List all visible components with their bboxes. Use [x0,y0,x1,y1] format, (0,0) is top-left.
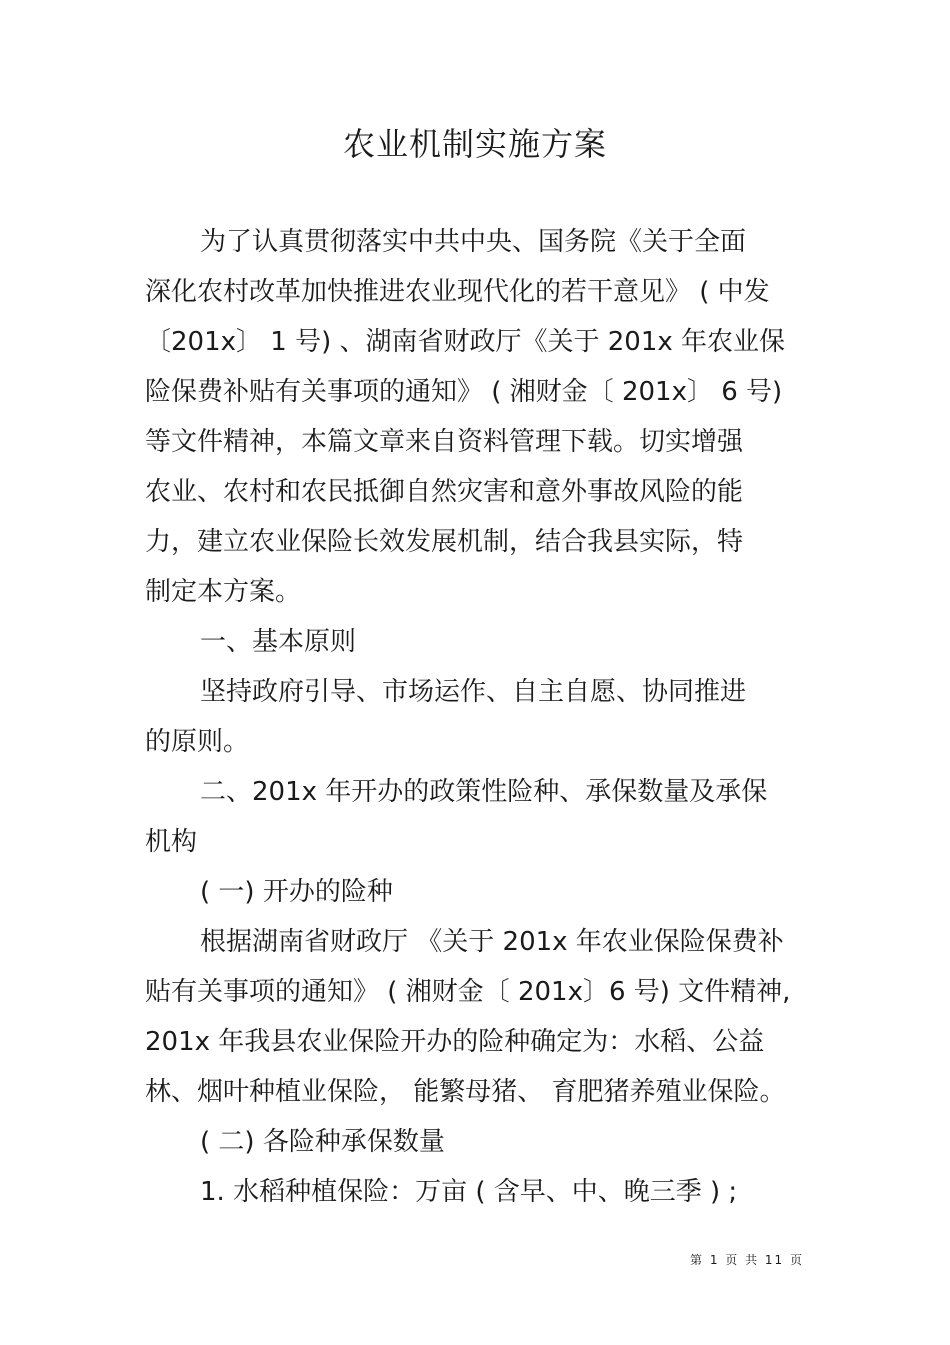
body-line: 农业、农村和农民抵御自然灾害和意外事故风险的能 [145,477,744,507]
body-line: 林、烟叶种植业保险， 能繁母猪、 育肥猪养殖业保险。 [145,1077,786,1107]
body-line: 深化农村改革加快推进农业现代化的若干意见》 ( 中发 [145,277,770,307]
body-line: 201x 年我县农业保险开办的险种确定为：水稻、公益 [145,1027,765,1057]
subsection-heading: ( 二) 各险种承保数量 [200,1127,445,1157]
body-line: 贴有关事项的通知》 ( 湘财金〔 201x〕6 号) 文件精神, [145,977,791,1007]
section-heading: 机构 [145,827,198,857]
body-line: 险保费补贴有关事项的通知》 ( 湘财金〔 201x〕 6 号) [145,377,783,407]
body-line: 力，建立农业保险长效发展机制，结合我县实际，特 [145,527,744,557]
body-line: 根据湖南省财政厅 《关于 201x 年农业保险保费补 [200,927,784,957]
body-line: 制定本方案。 [145,577,302,607]
body-line: 为了认真贯彻落实中共中央、国务院《关于全面 [200,227,747,257]
document-title: 农业机制实施方案 [342,125,607,163]
body-line: 〔201x〕 1 号) 、湖南省财政厅《关于 201x 年农业保 [145,327,786,357]
subsection-heading: ( 一) 开办的险种 [200,877,393,907]
body-line: 等文件精神，本篇文章来自资料管理下载。切实增强 [145,427,744,457]
body-line: 1. 水稻种植保险：万亩 ( 含早、中、晚三季 ) ; [200,1177,738,1207]
body-line: 坚持政府引导、市场运作、自主自愿、协同推进 [200,677,747,707]
page-number: 第 1 页 共 11 页 [690,1253,804,1267]
section-heading: 二、201x 年开办的政策性险种、承保数量及承保 [200,777,768,807]
section-heading: 一、基本原则 [200,627,357,657]
body-line: 的原则。 [145,727,250,757]
